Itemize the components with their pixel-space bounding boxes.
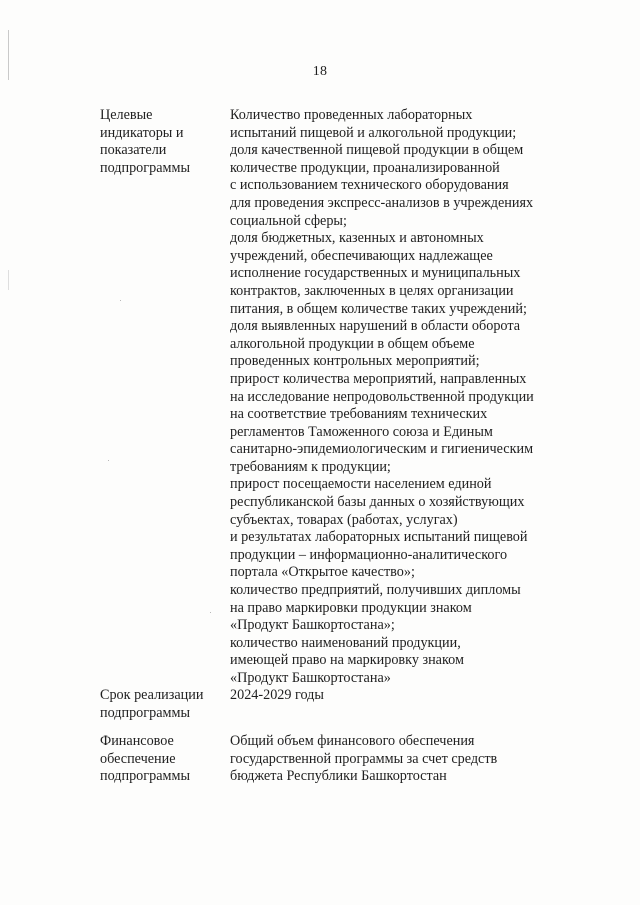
text-line: проведенных контрольных мероприятий;: [230, 353, 480, 370]
text-line: «Продукт Башкортостана»;: [230, 617, 395, 634]
text-line: алкогольной продукции в общем объеме: [230, 335, 475, 352]
row-value: [230, 733, 575, 786]
text-line: количество наименований продукции,: [230, 634, 461, 651]
text-line: на исследование непродовольственной продукции: [230, 388, 534, 405]
text-line: для проведения экспресс-анализов в учреждениях: [230, 194, 534, 211]
text-line: продукции – информационно-аналитического: [230, 546, 508, 563]
scan-speck: [210, 612, 211, 613]
row-label: Финансовое обеспечение подпрограммы: [100, 733, 190, 785]
text-line: прирост количества мероприятий, направленных: [230, 370, 527, 387]
text-line: регламентов Таможенного союза и Единым: [230, 423, 493, 440]
text-line: государственной программы за счет средств: [230, 750, 498, 767]
text-line: субъектах, товарах (работах, услугах): [230, 511, 458, 528]
text-line: социальной сферы;: [230, 212, 347, 229]
text-line: республиканской базы данных о хозяйствующих: [230, 494, 525, 511]
text-line: Общий объем финансового обеспечения: [230, 733, 475, 749]
text-line: бюджета Республики Башкортостан: [230, 768, 447, 785]
text-line: на соответствие требованиям технических: [230, 406, 488, 423]
text-line: требованиям к продукции;: [230, 458, 391, 475]
text-line: 2024-2029 годы: [230, 687, 324, 703]
scan-edge-mark: [8, 270, 9, 290]
row-value: [230, 687, 575, 705]
text-line: доля бюджетных, казенных и автономных: [230, 230, 484, 247]
text-line: доля выявленных нарушений в области оборота: [230, 318, 521, 335]
text-line: прирост посещаемости населением единой: [230, 476, 492, 493]
text-line: портала «Открытое качество»;: [230, 564, 415, 581]
text-line: на право маркировки продукции знаком: [230, 599, 472, 616]
text-line: исполнение государственных и муниципальных: [230, 265, 521, 282]
text-line: доля качественной пищевой продукции в общем: [230, 142, 524, 159]
text-line: санитарно-эпидемиологическим и гигиеническим: [230, 441, 534, 458]
text-line: количестве продукции, проанализированной: [230, 159, 500, 176]
text-line: питания, в общем количестве таких учреждений;: [230, 300, 527, 317]
text-line: испытаний пищевой и алкогольной продукции;: [230, 124, 517, 141]
row-label: Срок реализации подпрограммы: [100, 687, 204, 721]
text-line: учреждений, обеспечивающих надлежащее: [230, 247, 493, 264]
scan-speck: [108, 460, 109, 461]
text-line: контрактов, заключенных в целях организации: [230, 282, 514, 299]
text-line: Количество проведенных лабораторных: [230, 107, 473, 123]
scan-speck: [120, 300, 121, 301]
text-line: с использованием технического оборудования: [230, 177, 509, 194]
row-value: [230, 107, 575, 688]
page-number: 18: [312, 64, 328, 79]
text-line: и результатах лабораторных испытаний пищевой: [230, 529, 528, 546]
text-line: «Продукт Башкортостана»: [230, 670, 391, 686]
text-line: имеющей право на маркировку знаком: [230, 652, 464, 669]
text-line: количество предприятий, получивших дипломы: [230, 582, 521, 599]
row-label: Целевые индикаторы и показатели подпрограммы: [100, 107, 190, 176]
